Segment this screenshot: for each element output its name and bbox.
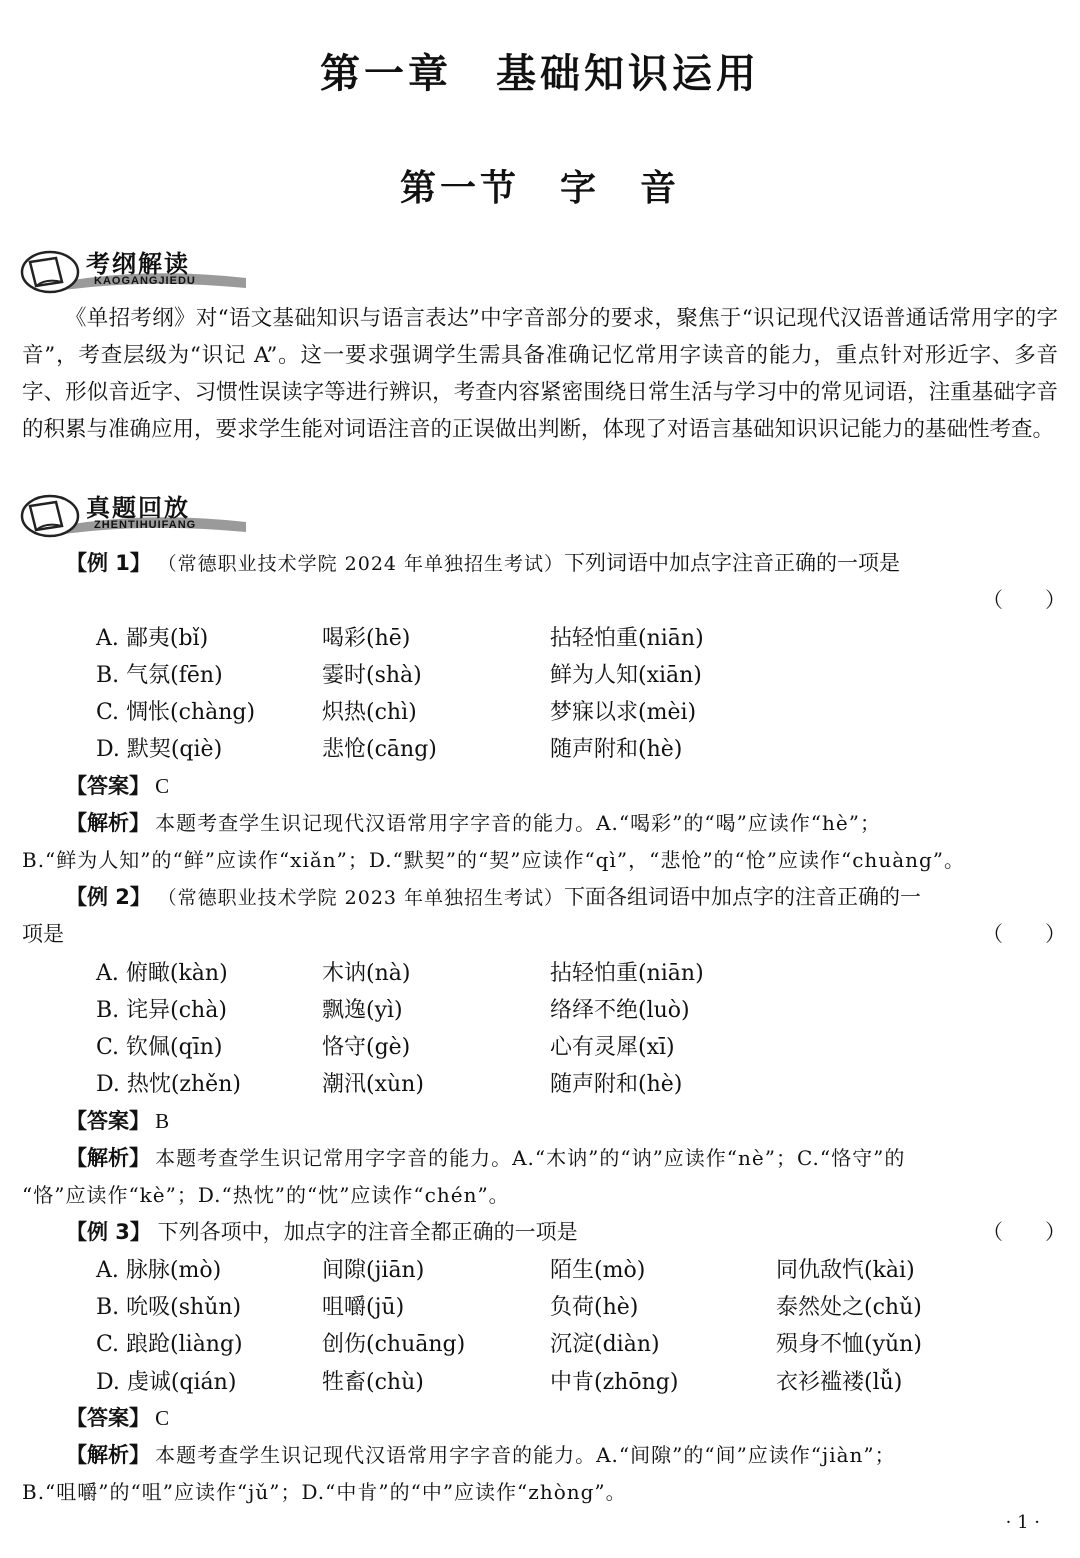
section-title: 第一节 字 音 <box>399 167 680 209</box>
answer-tag: 【答案】 <box>66 1406 150 1430</box>
analysis-text-cont: “恪”应读作“kè”；D.“热忱”的“忱”应读作“chén”。 <box>22 1183 510 1207</box>
chapter-title: 第一章 基础知识运用 <box>320 50 760 97</box>
example-label: 【例 2】 <box>66 885 151 909</box>
zhenti-header <box>20 492 230 538</box>
example-3-question <box>66 1216 578 1246</box>
option-c-1: C. 踉跄(liàng) <box>96 1332 243 1357</box>
example-2-answer <box>66 1105 169 1135</box>
analysis-text-cont: B.“鲜为人知”的“鲜”应读作“xiǎn”；D.“默契”的“契”应读作“qì”，“悲怆”的“怆”应读作“chuàng”。 <box>22 848 966 872</box>
kaogang-subtitle: KAOGANGJIEDU <box>94 275 196 287</box>
analysis-text: 本题考查学生识记现代汉语常用字字音的能力。A.“喝彩”的“喝”应读作“hè”； <box>155 811 881 835</box>
option-c-3: 梦寐以求(mèi) <box>550 700 697 725</box>
option-a-2: 木讷(nà) <box>322 961 411 986</box>
answer-value: C <box>155 774 170 798</box>
example-label: 【例 3】 <box>66 1220 151 1244</box>
option-a-2: 间隙(jiān) <box>322 1258 425 1283</box>
option-b-3: 负荷(hè) <box>550 1295 639 1320</box>
option-a-1: A. 脉脉(mò) <box>96 1258 222 1283</box>
analysis-tag: 【解析】 <box>66 811 150 835</box>
option-b-3: 鲜为人知(xiān) <box>550 663 702 688</box>
example-1-answer <box>66 770 169 800</box>
analysis-tag: 【解析】 <box>66 1443 150 1467</box>
option-b-3: 络绎不绝(luò) <box>550 998 690 1023</box>
option-d-3: 随声附和(hè) <box>550 1072 683 1097</box>
option-c-3: 心有灵犀(xī) <box>550 1035 675 1060</box>
option-b-2: 霎时(shà) <box>322 663 422 688</box>
option-a-3: 拈轻怕重(niān) <box>550 626 704 651</box>
option-b-2: 飘逸(yì) <box>322 998 403 1023</box>
analysis-text: 本题考查学生识记现代汉语常用字字音的能力。A.“间隙”的“间”应读作“jiàn”； <box>155 1443 896 1467</box>
example-source: （常德职业技术学院 2024 年单独招生考试） <box>157 553 565 575</box>
option-c-3: 沉淀(diàn) <box>550 1332 660 1357</box>
option-a-3: 拈轻怕重(niān) <box>550 961 704 986</box>
option-c-2: 创伤(chuāng) <box>322 1332 466 1357</box>
option-c-1: C. 惆怅(chàng) <box>96 700 256 725</box>
answer-bracket: （ ） <box>982 922 1066 946</box>
option-d-2: 悲怆(cāng) <box>322 737 437 762</box>
option-d-1: D. 默契(qiè) <box>96 737 223 762</box>
example-1-question <box>66 547 900 577</box>
example-2-question <box>66 881 921 911</box>
option-d-3: 随声附和(hè) <box>550 737 683 762</box>
analysis-text: 本题考查学生识记常用字字音的能力。A.“木讷”的“讷”应读作“nè”；C.“恪守”的 <box>155 1146 906 1170</box>
option-c-2: 炽热(chì) <box>322 700 417 725</box>
zhenti-title: 真题回放 <box>86 494 190 522</box>
answer-tag: 【答案】 <box>66 1109 150 1133</box>
analysis-text-cont: B.“咀嚼”的“咀”应读作“jǔ”；D.“中肯”的“中”应读作“zhòng”。 <box>22 1480 627 1504</box>
example-question-cont: 项是 <box>22 922 64 946</box>
example-source: （常德职业技术学院 2023 年单独招生考试） <box>157 887 565 909</box>
kaogang-title: 考纲解读 <box>86 250 190 278</box>
option-c-4: 殒身不恤(yǔn) <box>776 1332 922 1357</box>
example-1-analysis <box>66 807 881 837</box>
kaogang-header <box>20 248 230 294</box>
option-b-1: B. 吮吸(shǔn) <box>96 1295 242 1320</box>
answer-value: C <box>155 1406 170 1430</box>
analysis-tag: 【解析】 <box>66 1146 150 1170</box>
example-label: 【例 1】 <box>66 551 151 575</box>
answer-tag: 【答案】 <box>66 774 150 798</box>
option-a-2: 喝彩(hē) <box>322 626 411 651</box>
example-3-answer <box>66 1402 169 1432</box>
option-b-2: 咀嚼(jū) <box>322 1295 405 1320</box>
option-c-2: 恪守(gè) <box>322 1035 411 1060</box>
option-d-1: D. 热忱(zhěn) <box>96 1072 241 1097</box>
option-d-1: D. 虔诚(qián) <box>96 1370 237 1395</box>
page-number: · 1 · <box>1005 1512 1040 1533</box>
option-b-4: 泰然处之(chǔ) <box>776 1295 922 1320</box>
example-question: 下列词语中加点字注音正确的一项是 <box>564 551 901 575</box>
option-c-1: C. 钦佩(qīn) <box>96 1035 223 1060</box>
option-a-3: 陌生(mò) <box>550 1258 646 1283</box>
answer-bracket: （ ） <box>982 588 1066 612</box>
example-2-analysis <box>66 1142 905 1172</box>
zhenti-subtitle: ZHENTIHUIFANG <box>94 519 197 531</box>
option-a-1: A. 俯瞰(kàn) <box>96 961 228 986</box>
option-b-1: B. 诧异(chà) <box>96 998 227 1023</box>
example-question: 下列各项中，加点字的注音全都正确的一项是 <box>157 1220 578 1244</box>
option-d-2: 潮汛(xùn) <box>322 1072 424 1097</box>
example-3-analysis <box>66 1439 896 1469</box>
option-d-2: 牲畜(chù) <box>322 1370 424 1395</box>
option-d-4: 衣衫褴褛(lǚ) <box>776 1370 903 1395</box>
option-a-4: 同仇敌忾(kài) <box>776 1258 915 1283</box>
kaogang-paragraph: 《单招考纲》对“语文基础知识与语言表达”中字音部分的要求，聚焦于“识记现代汉语普通话常用字的字音”，考查层级为“识记 A”。这一要求强调学生需具备准确记忆常用字读音的能力，重点针对形近字、多音字、形似音近字、习惯性误读字等进行辨识，考查内容紧密围绕日常生活与学习中的常见词语，注重基础字音的积累与准确应用，要求学生能对词语注音的正误做出判断，体现了对语言基础知识识记能力的基础性考查。 <box>22 306 1058 442</box>
example-question: 下面各组词语中加点字的注音正确的一 <box>564 885 922 909</box>
option-b-1: B. 气氛(fēn) <box>96 663 223 688</box>
option-d-3: 中肯(zhōng) <box>550 1370 679 1395</box>
answer-bracket: （ ） <box>982 1220 1066 1244</box>
answer-value: B <box>155 1109 170 1133</box>
option-a-1: A. 鄙夷(bǐ) <box>96 626 209 651</box>
